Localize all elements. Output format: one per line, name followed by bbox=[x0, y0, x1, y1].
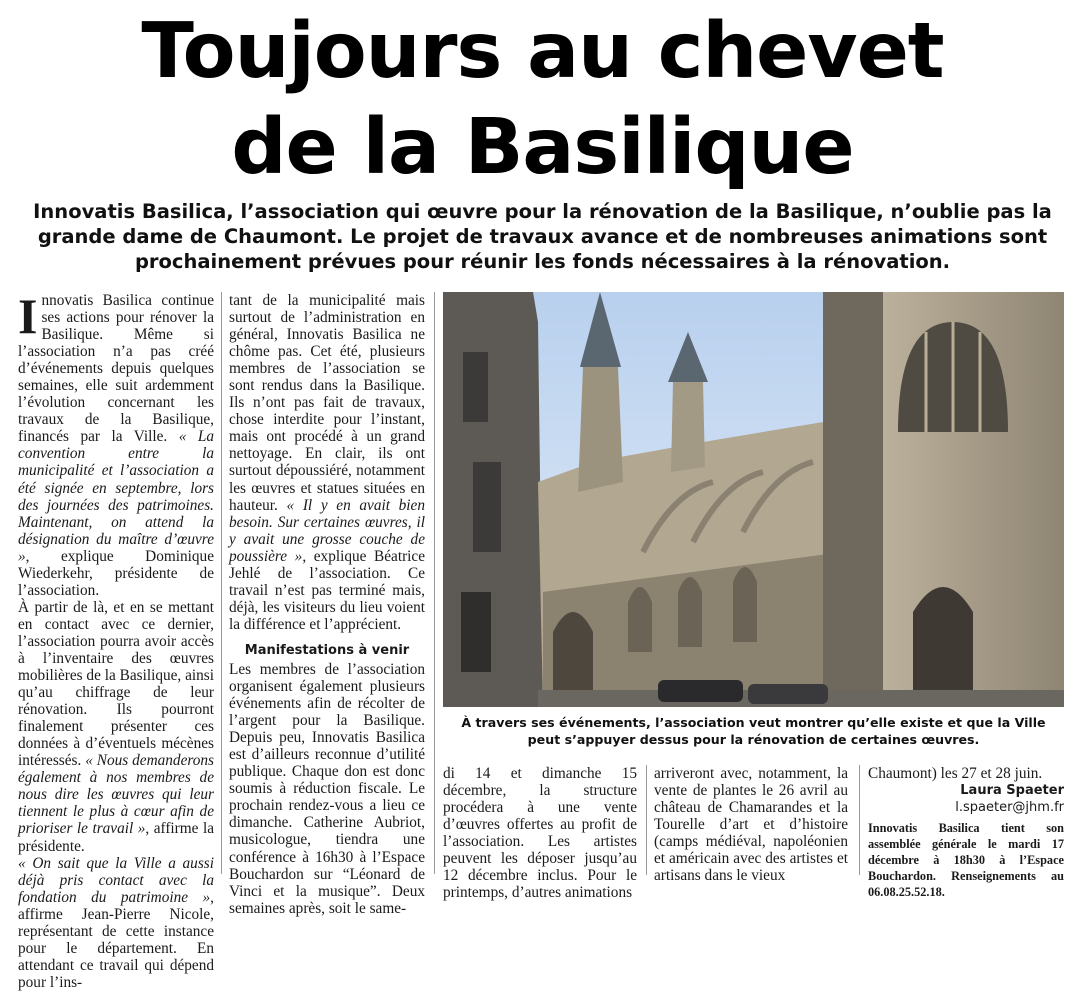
col5-text: Chaumont) les 27 et 28 juin. bbox=[868, 765, 1043, 782]
article-column-3: di 14 et dimanche 15 décembre, la structure procédera à une vente d’œuvres offertes au profit de l’association. Les artistes peuvent les déposer jusqu’au 12 décembre inclus. Pour le printemps, d’autres animations bbox=[443, 765, 637, 902]
headline-line-2: de la Basilique bbox=[231, 103, 854, 192]
col1-p1-attrib: , explique Dominique Wiederkehr, présidente de l’association. bbox=[18, 547, 214, 599]
article-column-5 bbox=[868, 765, 1064, 900]
column-divider bbox=[859, 765, 860, 875]
photo-caption bbox=[443, 714, 1064, 748]
basilica-photo bbox=[443, 292, 1064, 707]
author-byline: Laura Spaeter bbox=[960, 783, 1064, 799]
caption-line-1: À travers ses événements, l’association veut montrer qu’elle existe et que la Ville bbox=[461, 715, 1046, 730]
col1-p1-quote: « La convention entre la municipalité et l’association a été signée en septembre, lors des journées des patrimoines. Maintenant, on attend la désignation du maître d’œuvre » bbox=[18, 428, 214, 565]
col1-p2-quote: « Nous demanderons également à nos membres de nous dire les œuvres qui leur tiennent le plus à cœur afin de prioriser le travail » bbox=[18, 752, 215, 838]
article-column-4: arriveront avec, notamment, la vente de plantes le 26 avril au château de Chamarandes et la Tourelle d’art et d’histoire (camps médiéval, napoléonien et américain avec des artistes et artisans dans le vieux bbox=[654, 765, 848, 885]
article-column-2 bbox=[229, 292, 425, 917]
headline-line-1: Toujours au chevet bbox=[141, 7, 944, 96]
info-note: Innovatis Basilica tient son assemblée générale le mardi 17 décembre à 18h30 à l’Espace Bouchardon. Renseignements au 06.08.25.52.18. bbox=[868, 821, 1064, 900]
col1-p3-quote: « On sait que la Ville a aussi déjà pris contact avec la fondation du patrimoine » bbox=[18, 854, 214, 906]
col2-p1-quote: « Il y en avait bien besoin. Sur certaines œuvres, il y avait une grosse couche de poussière » bbox=[229, 496, 425, 565]
caption-line-2: peut s’appuyer dessus pour la rénovation de certaines œuvres. bbox=[527, 732, 980, 747]
col1-p1-text: nnovatis Basilica continue ses actions pour rénover la Basilique. Même si l’association n’a pas créé d’événements depuis quelques semaines, elle suit ardemment l’évolution concernant les travaux de la Basilique, financés par la Ville. bbox=[18, 292, 214, 446]
col2-p2-text: Les membres de l’association organisent également plusieurs événements afin de récolter de l’argent pour la Basilique. Depuis peu, Innovatis Basilica est d’ailleurs reconnue d’utilité publique. Chaque don est donc soumis à réduction fiscale. Le prochain rendez-vous a lieu ce dimanche. Catherine Aubriot, musicologue, tiendra une conférence à 16h30 à l’Espace Bouchardon sur “Léonard de Vinci et la musique”. Deux semaines après, soit le same- bbox=[229, 660, 425, 917]
column-divider bbox=[434, 292, 435, 874]
column-divider bbox=[646, 765, 647, 875]
col2-p1-attrib: , explique Béatrice Jehlé de l’association. Ce travail n’est pas terminé mais, déjà, les visiteurs du lieu voient la différence et l’apprécient. bbox=[229, 547, 425, 633]
column-divider bbox=[221, 292, 222, 874]
col1-p2-attrib: , affirme la présidente. bbox=[18, 820, 214, 855]
col1-p2-text: À partir de là, et en se mettant en contact avec ce dernier, l’association pourra avoir accès à l’inventaire des œuvres mobilières de la Basilique, ainsi qu’au chiffrage de leur rénovation. Ils pourront finalement présenter ces données à d’éventuels mécènes intéressés. bbox=[18, 598, 214, 770]
basilica-photo-illustration bbox=[443, 292, 1064, 707]
col2-p1-text: tant de la municipalité mais surtout de l’administration en général, Innovatis Basilica ne chôme pas. Cet été, plusieurs membres de l’association se sont rendus dans la Basilique. Ils n’ont pas fait de travaux, chose interdite pour l’instant, mais ont procédé à un grand nettoyage. En clair, ils ont surtout dépoussiéré, notamment les œuvres et statues situées en hauteur. bbox=[229, 292, 425, 514]
drop-cap: I bbox=[18, 288, 38, 344]
headline bbox=[0, 4, 1085, 196]
article-column-1 bbox=[18, 288, 215, 991]
author-email: l.spaeter@jhm.fr bbox=[955, 800, 1064, 816]
subheading: Manifestations à venir bbox=[244, 642, 410, 658]
col1-p3-text: , affirme Jean-Pierre Nicole, représentant de cette instance pour le département. En attendant ce travail qui dépend pour l’ins- bbox=[18, 888, 214, 991]
standfirst: Innovatis Basilica, l’association qui œuvre pour la rénovation de la Basilique, n’oublie pas la grande dame de Chaumont. Le projet de travaux avance et de nombreuses animations sont prochainement prévues pour réunir les fonds nécessaires à la rénovation. bbox=[33, 200, 1052, 273]
